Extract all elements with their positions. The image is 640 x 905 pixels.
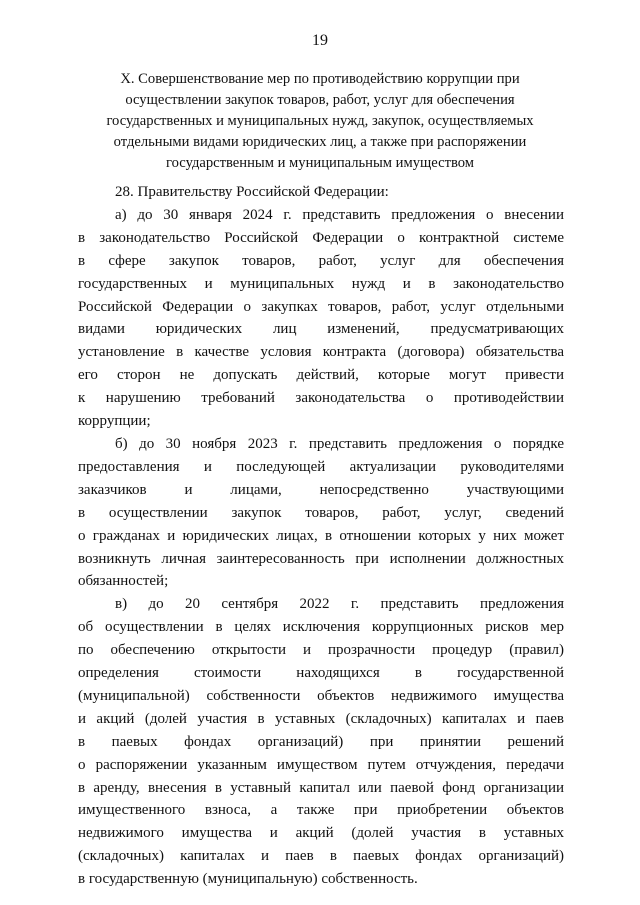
item-v-line: в аренду, внесения в уставный капитал или паевой фонд организации bbox=[78, 779, 564, 796]
item-a-line: в законодательство Российской Федерации о контрактной системе bbox=[78, 229, 564, 246]
item-a-line: Российской Федерации о закупках товаров, работ, услуг отдельными bbox=[78, 298, 564, 315]
item-b-line: возникнуть личная заинтересованность при исполнении должностных bbox=[78, 550, 564, 567]
page-number: 19 bbox=[312, 32, 328, 49]
item-a-line: коррупции; bbox=[78, 413, 151, 430]
item-b-line: о гражданах и юридических лицах, в отношении которых у них может bbox=[78, 527, 564, 544]
item-v-line: определения стоимости находящихся в государственной bbox=[78, 665, 564, 682]
item-v-line: по обеспечению открытости и прозрачности процедур (правил) bbox=[78, 642, 564, 659]
item-b-line: б) до 30 ноября 2023 г. представить предложения о порядке bbox=[115, 435, 564, 452]
item-a-line: а) до 30 января 2024 г. представить предложения о внесении bbox=[115, 206, 564, 223]
item-v-line: имущественного взноса, а также при приобретении объектов bbox=[78, 802, 564, 819]
item-v-line: (муниципальной) собственности объектов недвижимого имущества bbox=[78, 687, 564, 704]
item-v-line: в государственную (муниципальную) собственность. bbox=[78, 871, 418, 888]
item-a-line: установление в качестве условия контракта (договора) обязательства bbox=[78, 344, 564, 361]
heading-line: X. Совершенствование мер по противодействию коррупции при bbox=[120, 71, 520, 87]
item-v-line: в паевых фондах организаций) при принятии решений bbox=[78, 733, 564, 750]
item-v-line: (складочных) капиталах и паев в паевых фондах организаций) bbox=[78, 848, 564, 865]
section-heading bbox=[70, 69, 570, 174]
item-v-line: об осуществлении в целях исключения коррупционных рисков мер bbox=[78, 619, 564, 636]
item-b-line: в осуществлении закупок товаров, работ, услуг, сведений bbox=[78, 504, 564, 521]
heading-line: государственным и муниципальным имуществом bbox=[166, 155, 474, 171]
item-a-line: видами юридических лиц изменений, предусматривающих bbox=[78, 321, 564, 338]
heading-line: отдельными видами юридических лиц, а также при распоряжении bbox=[113, 134, 527, 150]
item-b-line: обязанностей; bbox=[78, 573, 169, 590]
item-v-line: и акций (долей участия в уставных (складочных) капиталах и паев bbox=[78, 710, 564, 727]
item-v-line: о распоряжении указанным имуществом путем отчуждения, передачи bbox=[78, 756, 564, 773]
heading-line: осуществлении закупок товаров, работ, услуг для обеспечения bbox=[125, 92, 515, 108]
heading-line: государственных и муниципальных нужд, закупок, осуществляемых bbox=[106, 113, 534, 129]
item-a-line: его сторон не допускать действий, которые могут привести bbox=[78, 367, 564, 384]
item-v-line: недвижимого имущества и акций (долей участия в уставных bbox=[78, 825, 564, 842]
item-b-line: предоставления и последующей актуализации руководителями bbox=[78, 458, 564, 475]
item-a-line: в сфере закупок товаров, работ, услуг для обеспечения bbox=[78, 252, 564, 269]
item-a-line: государственных и муниципальных нужд и в законодательство bbox=[78, 275, 564, 292]
body-text bbox=[78, 181, 564, 891]
item-a-line: к нарушению требований законодательства о противодействии bbox=[78, 390, 564, 407]
paragraph-28-line: 28. Правительству Российской Федерации: bbox=[115, 184, 389, 200]
item-b-line: заказчиков и лицами, непосредственно участвующими bbox=[78, 481, 564, 498]
item-v-line: в) до 20 сентября 2022 г. представить предложения bbox=[115, 596, 564, 613]
